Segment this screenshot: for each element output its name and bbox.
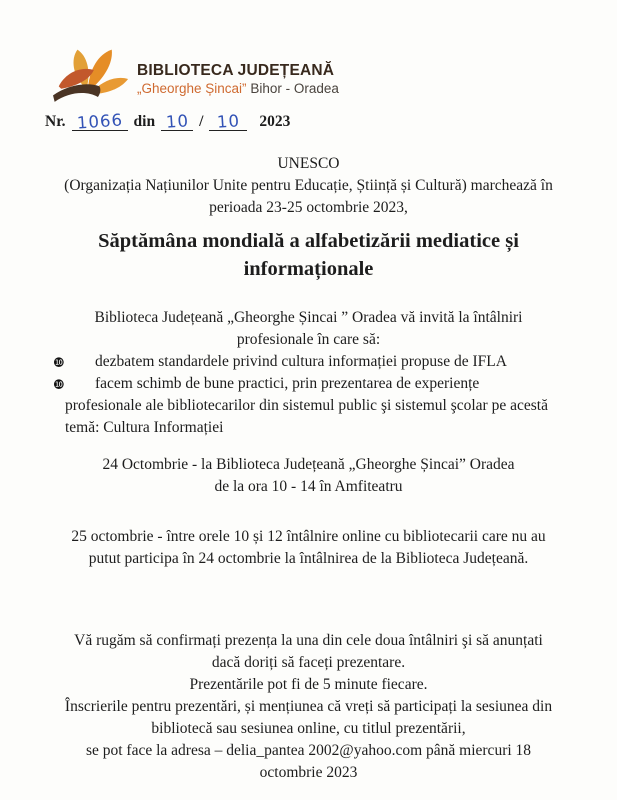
unesco-title: UNESCO	[277, 155, 340, 172]
bullet-item-best-practice	[35, 373, 582, 439]
invitation-paragraph: Biblioteca Județeană „Gheorghe Șincai ” Oradea vă invită la întâlniri profesionale în care să:	[94, 309, 523, 348]
org-subtitle-quoted: „Gheorghe Șincai”	[137, 81, 247, 96]
nr-label: Nr.	[45, 113, 66, 130]
logo-block	[51, 48, 582, 110]
bullet-text: facem schimb de bune practici, prin prezentarea de experiențe profesionale ale bibliotecarilor din sistemul public şi sistemul şcolar pe acestă temă: Cultura Informației	[65, 375, 548, 436]
bullet-marker-icon: ❿	[53, 356, 65, 371]
day-slot	[161, 112, 193, 131]
handwritten-month: 10	[216, 111, 241, 132]
event-october-24: 24 Octombrie - la Biblioteca Județeană „Gheorghe Șincai” Oradea de la ora 10 - 14 în Amfiteatru	[102, 456, 515, 495]
unesco-paragraph: (Organizația Națiunilor Unite pentru Educație, Știință și Cultură) marchează în perioada 23-25 octombrie 2023,	[64, 177, 553, 216]
date-slash: /	[199, 113, 204, 130]
logo-text	[137, 62, 339, 96]
handwritten-nr-value: 1066	[75, 110, 124, 133]
letterhead	[35, 48, 582, 131]
registration-number-line	[45, 112, 582, 131]
event-october-25: 25 octombrie - între orele 10 și 12 întâlnire online cu bibliotecarii care nu au putut participa în 24 octombrie la întâlnirea de la Biblioteca Județeană.	[71, 528, 546, 567]
bullet-item-standards	[35, 351, 582, 373]
letter-body	[35, 153, 582, 784]
nr-value-slot	[72, 112, 128, 131]
org-subtitle-location: Bihor - Oradea	[250, 81, 339, 96]
din-label: din	[133, 113, 156, 130]
org-name: BIBLIOTECA JUDEȚEANĂ	[137, 62, 335, 79]
month-slot	[209, 112, 247, 131]
bullet-marker-icon: ❿	[53, 378, 65, 393]
handwritten-day: 10	[164, 111, 190, 132]
document-title: Săptămâna mondială a alfabetizării mediatice și informaționale	[98, 230, 519, 280]
year-label: 2023	[259, 113, 291, 130]
library-book-leaves-icon	[51, 48, 135, 110]
closing-paragraph: Vă rugăm să confirmați prezența la una din cele doua întâlniri şi să anunțati dacă doriți să faceți prezentare. Prezentările pot fi de 5 minute fiecare. Înscrierile pentru prezentări, și mențiunea că vreți să participați la sesiunea din bibliotecă sau sesiunea online, cu titlul prezentării, se pot face la adresa – delia_pantea 2002@yahoo.com până miercuri 18 octombrie 2023	[64, 632, 553, 781]
bullet-text: dezbatem standardele privind cultura informației propuse de IFLA	[95, 353, 507, 370]
org-subtitle	[137, 81, 339, 96]
